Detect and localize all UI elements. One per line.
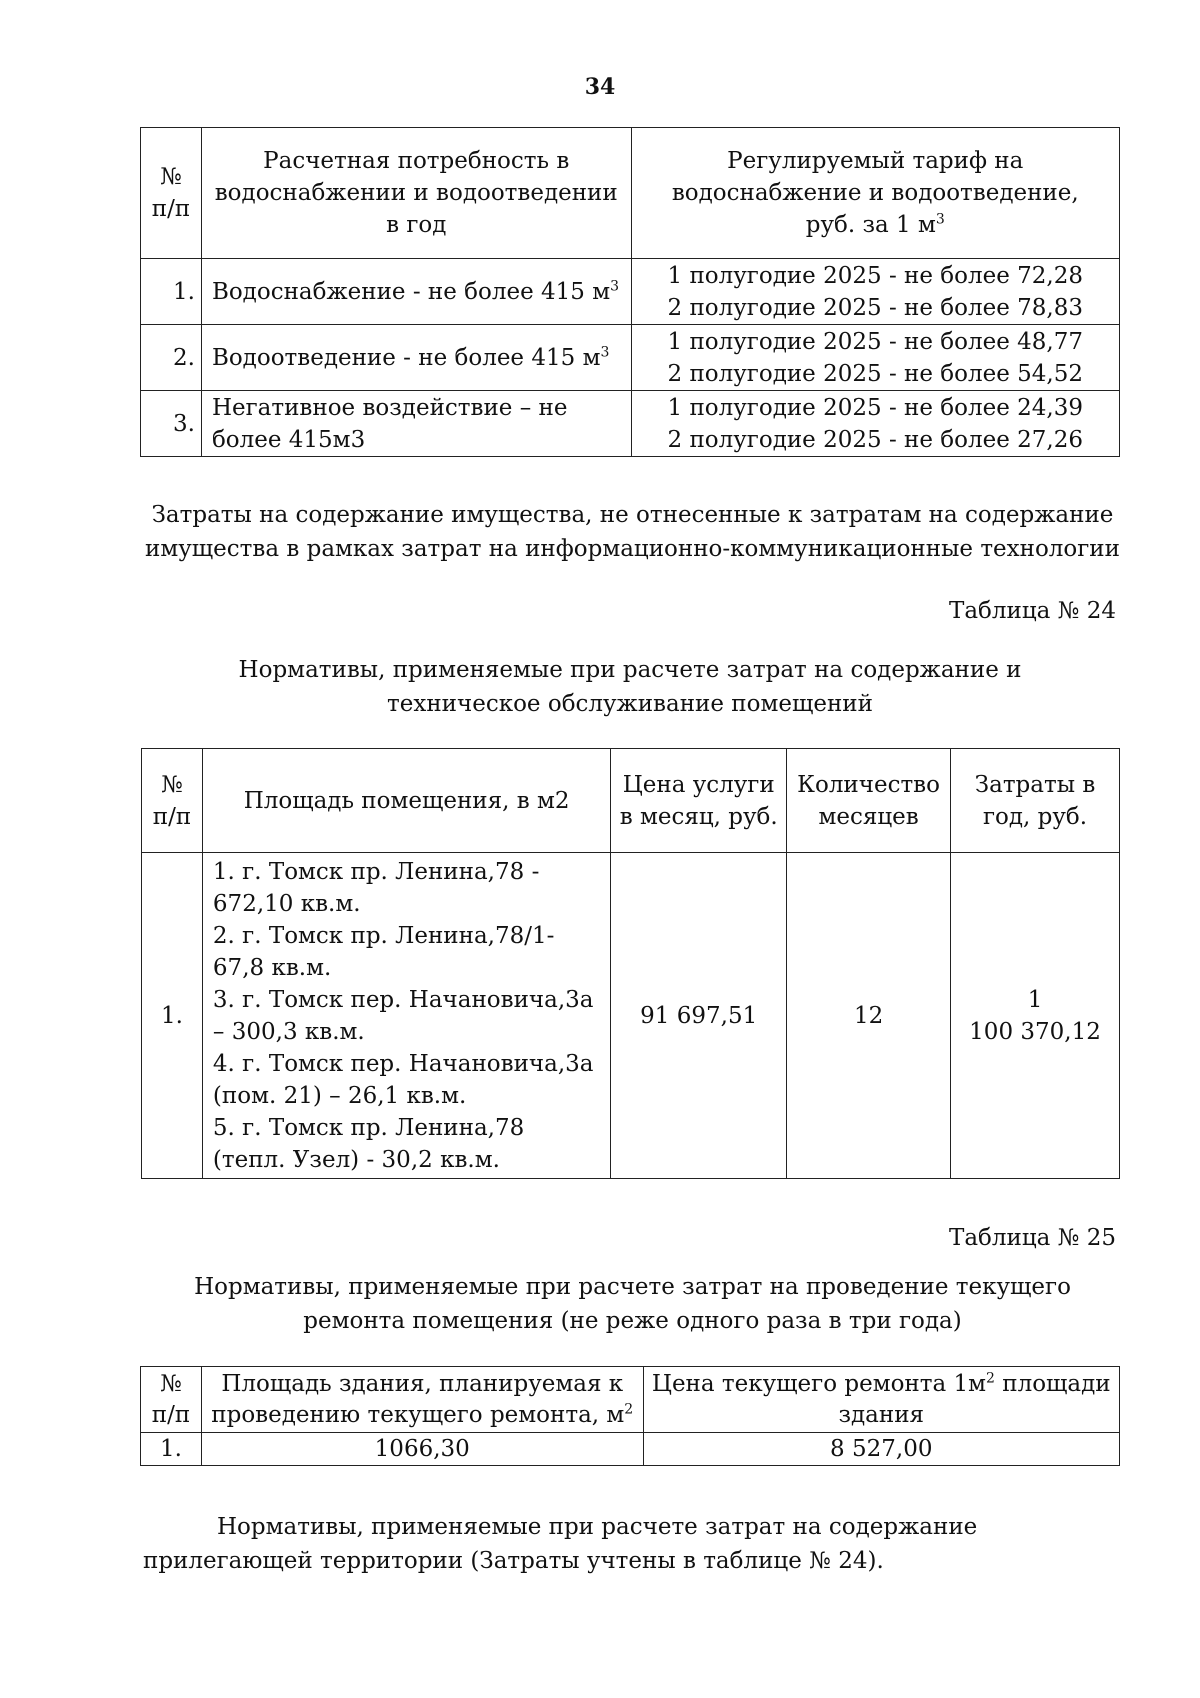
header-num: № п/п xyxy=(142,749,203,853)
header-price: Цена текущего ремонта $1м^2$ площади здания xyxy=(643,1367,1119,1433)
row-num: 2. xyxy=(141,325,202,391)
area-item: 1. г. Томск пр. Ленина,78 - 672,10 кв.м. xyxy=(212,858,540,917)
final-paragraph: Нормативы, применяемые при расчете затрат на содержание прилегающей территории (Затраты учтены в таблице № 24). xyxy=(143,1514,978,1574)
premises-maintenance-table xyxy=(141,748,1120,1179)
area-item: 2. г. Томск пр. Ленина,78/1- 67,8 кв.м. xyxy=(212,922,555,981)
header-price: Цена услуги в месяц, руб. xyxy=(611,749,787,853)
area-item: 4. г. Томск пер. Начановича,3а (пом. 21) – 26,1 кв.м. xyxy=(212,1050,594,1109)
row-tariff: 1 полугодие 2025 - не более 48,77 2 полугодие 2025 - не более 54,52 xyxy=(631,325,1119,391)
row-price: 91 697,51 xyxy=(611,853,787,1179)
header-tariff: Регулируемый тариф на водоснабжение и водоотведение, руб. за 1 $м^3$ xyxy=(631,128,1119,259)
row-areas xyxy=(202,853,610,1179)
row-need: Водоотведение - не более 415 $м^3$ xyxy=(201,325,631,391)
row-num: 1. xyxy=(141,1433,202,1466)
water-tariff-table xyxy=(140,127,1120,457)
table25-title: Нормативы, применяемые при расчете затрат на проведение текущего ремонта помещения (не реже одного раза в три года) xyxy=(194,1274,1071,1334)
repair-table xyxy=(140,1366,1120,1466)
table25-label: Таблица № 25 xyxy=(949,1225,1116,1251)
section-heading: Затраты на содержание имущества, не отнесенные к затратам на содержание имущества в рамках затрат на информационно-коммуникационные технологии xyxy=(145,502,1120,562)
row-need: Водоснабжение - не более 415 $м^3$ xyxy=(201,259,631,325)
header-num: № п/п xyxy=(141,128,202,259)
row-num: 3. xyxy=(141,391,202,457)
area-item: 3. г. Томск пер. Начановича,3а – 300,3 кв.м. xyxy=(212,986,594,1045)
table24-title: Нормативы, применяемые при расчете затрат на содержание и техническое обслуживание помещений xyxy=(238,657,1022,717)
page-number: 34 xyxy=(584,74,616,100)
row-tariff: 1 полугодие 2025 - не более 72,28 2 полугодие 2025 - не более 78,83 xyxy=(631,259,1119,325)
row-tariff: 1 полугодие 2025 - не более 24,39 2 полугодие 2025 - не более 27,26 xyxy=(631,391,1119,457)
row-num: 1. xyxy=(141,259,202,325)
header-area: Площадь помещения, в м2 xyxy=(202,749,610,853)
header-need: Расчетная потребность в водоснабжении и водоотведении в год xyxy=(201,128,631,259)
row-area: 1066,30 xyxy=(201,1433,643,1466)
row-num: 1. xyxy=(142,853,203,1179)
table24-label: Таблица № 24 xyxy=(949,598,1116,624)
header-cost: Затраты в год, руб. xyxy=(951,749,1120,853)
header-num: № п/п xyxy=(141,1367,202,1433)
row-price: 8 527,00 xyxy=(643,1433,1119,1466)
area-item: 5. г. Томск пр. Ленина,78 (тепл. Узел) - 30,2 кв.м. xyxy=(212,1114,525,1173)
header-area: Площадь здания, планируемая к проведению текущего ремонта, $м^2$ xyxy=(201,1367,643,1433)
row-cost: 1 100 370,12 xyxy=(951,853,1120,1179)
row-need: Негативное воздействие – не более 415м3 xyxy=(201,391,631,457)
header-months: Количество месяцев xyxy=(787,749,951,853)
row-months: 12 xyxy=(787,853,951,1179)
